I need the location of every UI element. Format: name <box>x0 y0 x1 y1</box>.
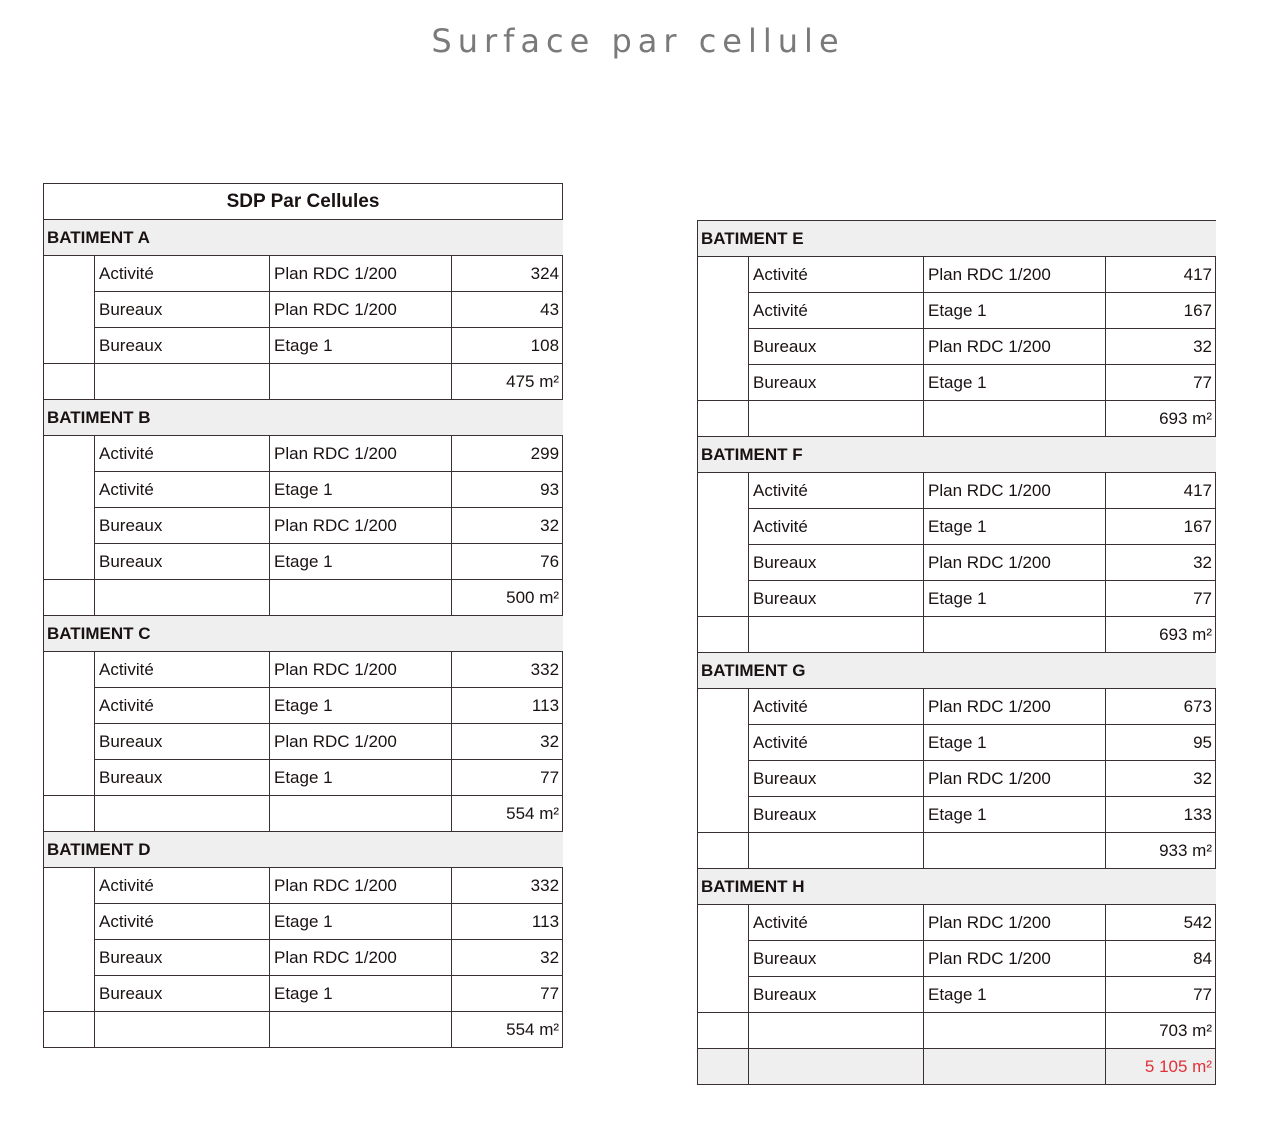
cell-plan: Etage 1 <box>924 509 1106 545</box>
cell-type: Activité <box>749 905 924 941</box>
table-title: SDP Par Cellules <box>44 184 563 220</box>
table-row <box>698 473 1216 509</box>
table-row <box>698 257 1216 293</box>
cell-plan: Etage 1 <box>270 544 452 580</box>
row-group-spacer <box>44 652 95 796</box>
total-row <box>44 1012 563 1048</box>
row-group-spacer <box>698 689 749 833</box>
empty-cell <box>698 617 749 653</box>
cell-value: 133 <box>1106 797 1216 833</box>
cell-value: 32 <box>1106 545 1216 581</box>
building-name: BATIMENT F <box>698 437 1216 473</box>
building-header-row <box>698 869 1216 905</box>
empty-cell <box>698 833 749 869</box>
cell-plan: Etage 1 <box>924 293 1106 329</box>
cell-value: 32 <box>452 940 563 976</box>
cell-value: 76 <box>452 544 563 580</box>
building-name: BATIMENT B <box>44 400 563 436</box>
table-row <box>698 761 1216 797</box>
total-row <box>698 617 1216 653</box>
cell-plan: Plan RDC 1/200 <box>924 941 1106 977</box>
table-row <box>44 292 563 328</box>
empty-cell <box>698 1013 749 1049</box>
cell-value: 417 <box>1106 257 1216 293</box>
cell-value: 113 <box>452 904 563 940</box>
cell-plan: Plan RDC 1/200 <box>270 436 452 472</box>
empty-cell <box>44 580 95 616</box>
empty-cell <box>749 617 924 653</box>
table-title-row <box>44 184 563 220</box>
cell-type: Bureaux <box>749 329 924 365</box>
building-header-row <box>44 220 563 256</box>
cell-type: Activité <box>95 688 270 724</box>
row-group-spacer <box>698 473 749 617</box>
cell-type: Activité <box>95 436 270 472</box>
empty-cell <box>44 364 95 400</box>
cell-value: 167 <box>1106 509 1216 545</box>
row-group-spacer <box>698 905 749 1013</box>
cell-plan: Plan RDC 1/200 <box>270 256 452 292</box>
cell-plan: Etage 1 <box>924 725 1106 761</box>
building-total: 693 m² <box>1106 617 1216 653</box>
row-group-spacer <box>44 868 95 1012</box>
empty-cell <box>95 796 270 832</box>
table-row <box>44 688 563 724</box>
table-row <box>44 544 563 580</box>
building-name: BATIMENT A <box>44 220 563 256</box>
empty-cell <box>270 1012 452 1048</box>
cell-type: Activité <box>749 509 924 545</box>
cell-value: 77 <box>452 760 563 796</box>
empty-cell <box>95 580 270 616</box>
building-name: BATIMENT D <box>44 832 563 868</box>
right-sdp-table <box>697 220 1216 1085</box>
cell-plan: Etage 1 <box>270 328 452 364</box>
cell-plan: Etage 1 <box>270 472 452 508</box>
table-row <box>44 868 563 904</box>
left-sdp-table <box>43 183 563 1048</box>
cell-plan: Etage 1 <box>270 904 452 940</box>
cell-type: Activité <box>95 652 270 688</box>
cell-value: 32 <box>452 724 563 760</box>
table-row <box>698 725 1216 761</box>
cell-type: Activité <box>95 472 270 508</box>
total-row <box>44 796 563 832</box>
empty-cell <box>270 364 452 400</box>
cell-value: 32 <box>1106 329 1216 365</box>
table-row <box>698 905 1216 941</box>
cell-type: Activité <box>95 868 270 904</box>
cell-value: 32 <box>1106 761 1216 797</box>
table-row <box>44 760 563 796</box>
building-total: 703 m² <box>1106 1013 1216 1049</box>
cell-plan: Plan RDC 1/200 <box>270 292 452 328</box>
table-row <box>44 508 563 544</box>
empty-cell <box>924 401 1106 437</box>
building-header-row <box>698 221 1216 257</box>
cell-type: Bureaux <box>95 940 270 976</box>
cell-value: 93 <box>452 472 563 508</box>
cell-value: 32 <box>452 508 563 544</box>
cell-type: Bureaux <box>749 977 924 1013</box>
table-row <box>44 724 563 760</box>
total-row <box>698 1013 1216 1049</box>
empty-cell <box>95 1012 270 1048</box>
cell-value: 113 <box>452 688 563 724</box>
cell-type: Bureaux <box>749 365 924 401</box>
table-row <box>698 545 1216 581</box>
grand-total: 5 105 m² <box>1106 1049 1216 1085</box>
row-group-spacer <box>44 436 95 580</box>
cell-value: 77 <box>1106 581 1216 617</box>
building-name: BATIMENT E <box>698 221 1216 257</box>
cell-value: 77 <box>1106 365 1216 401</box>
cell-plan: Plan RDC 1/200 <box>924 545 1106 581</box>
cell-plan: Etage 1 <box>270 760 452 796</box>
total-row <box>44 580 563 616</box>
empty-cell <box>749 833 924 869</box>
table-row <box>44 328 563 364</box>
table-row <box>44 436 563 472</box>
cell-value: 95 <box>1106 725 1216 761</box>
cell-plan: Plan RDC 1/200 <box>924 257 1106 293</box>
page-title: Surface par cellule <box>431 22 845 60</box>
empty-cell <box>95 364 270 400</box>
cell-plan: Plan RDC 1/200 <box>924 329 1106 365</box>
cell-value: 324 <box>452 256 563 292</box>
cell-type: Activité <box>95 256 270 292</box>
empty-cell <box>270 580 452 616</box>
cell-plan: Etage 1 <box>270 688 452 724</box>
cell-type: Bureaux <box>95 760 270 796</box>
table-row <box>698 689 1216 725</box>
cell-type: Bureaux <box>95 976 270 1012</box>
table-row <box>698 509 1216 545</box>
cell-type: Bureaux <box>749 797 924 833</box>
cell-type: Activité <box>95 904 270 940</box>
cell-value: 77 <box>452 976 563 1012</box>
building-header-row <box>698 653 1216 689</box>
building-total: 693 m² <box>1106 401 1216 437</box>
table-row <box>44 904 563 940</box>
empty-cell <box>749 1049 924 1085</box>
empty-cell <box>924 617 1106 653</box>
cell-plan: Plan RDC 1/200 <box>924 689 1106 725</box>
cell-type: Bureaux <box>95 724 270 760</box>
cell-value: 673 <box>1106 689 1216 725</box>
table-row <box>44 976 563 1012</box>
cell-value: 332 <box>452 868 563 904</box>
cell-plan: Etage 1 <box>924 797 1106 833</box>
cell-type: Activité <box>749 257 924 293</box>
table-row <box>44 652 563 688</box>
building-header-row <box>44 400 563 436</box>
total-row <box>698 401 1216 437</box>
empty-cell <box>749 1013 924 1049</box>
cell-value: 417 <box>1106 473 1216 509</box>
cell-type: Bureaux <box>749 545 924 581</box>
total-row <box>44 364 563 400</box>
empty-cell <box>924 833 1106 869</box>
cell-plan: Plan RDC 1/200 <box>270 940 452 976</box>
row-group-spacer <box>44 256 95 364</box>
building-header-row <box>44 616 563 652</box>
table-row <box>698 941 1216 977</box>
cell-value: 43 <box>452 292 563 328</box>
table-row <box>44 472 563 508</box>
cell-value: 299 <box>452 436 563 472</box>
building-name: BATIMENT G <box>698 653 1216 689</box>
cell-plan: Plan RDC 1/200 <box>270 868 452 904</box>
table-row <box>698 797 1216 833</box>
cell-plan: Plan RDC 1/200 <box>924 761 1106 797</box>
empty-cell <box>44 796 95 832</box>
empty-cell <box>270 796 452 832</box>
cell-type: Bureaux <box>749 941 924 977</box>
cell-plan: Etage 1 <box>270 976 452 1012</box>
cell-type: Bureaux <box>95 544 270 580</box>
cell-type: Activité <box>749 689 924 725</box>
cell-plan: Etage 1 <box>924 581 1106 617</box>
building-total: 933 m² <box>1106 833 1216 869</box>
cell-plan: Plan RDC 1/200 <box>270 508 452 544</box>
cell-plan: Plan RDC 1/200 <box>270 724 452 760</box>
cell-value: 167 <box>1106 293 1216 329</box>
empty-cell <box>924 1049 1106 1085</box>
table-row <box>698 581 1216 617</box>
cell-plan: Etage 1 <box>924 365 1106 401</box>
cell-type: Activité <box>749 473 924 509</box>
empty-cell <box>698 401 749 437</box>
empty-cell <box>698 1049 749 1085</box>
building-header-row <box>698 437 1216 473</box>
cell-type: Bureaux <box>95 508 270 544</box>
cell-value: 84 <box>1106 941 1216 977</box>
cell-type: Bureaux <box>95 292 270 328</box>
grand-total-row <box>698 1049 1216 1085</box>
building-name: BATIMENT H <box>698 869 1216 905</box>
cell-value: 332 <box>452 652 563 688</box>
empty-cell <box>924 1013 1106 1049</box>
cell-plan: Plan RDC 1/200 <box>924 473 1106 509</box>
empty-cell <box>749 401 924 437</box>
table-row <box>698 977 1216 1013</box>
empty-cell <box>44 1012 95 1048</box>
cell-type: Activité <box>749 293 924 329</box>
cell-plan: Etage 1 <box>924 977 1106 1013</box>
row-group-spacer <box>698 257 749 401</box>
building-total: 475 m² <box>452 364 563 400</box>
cell-type: Activité <box>749 725 924 761</box>
building-total: 500 m² <box>452 580 563 616</box>
cell-value: 108 <box>452 328 563 364</box>
cell-value: 542 <box>1106 905 1216 941</box>
cell-value: 77 <box>1106 977 1216 1013</box>
table-row <box>698 293 1216 329</box>
table-row <box>44 256 563 292</box>
table-row <box>44 940 563 976</box>
building-total: 554 m² <box>452 796 563 832</box>
building-total: 554 m² <box>452 1012 563 1048</box>
table-row <box>698 329 1216 365</box>
total-row <box>698 833 1216 869</box>
cell-plan: Plan RDC 1/200 <box>270 652 452 688</box>
cell-type: Bureaux <box>749 761 924 797</box>
building-header-row <box>44 832 563 868</box>
table-row <box>698 365 1216 401</box>
cell-plan: Plan RDC 1/200 <box>924 905 1106 941</box>
cell-type: Bureaux <box>95 328 270 364</box>
cell-type: Bureaux <box>749 581 924 617</box>
building-name: BATIMENT C <box>44 616 563 652</box>
